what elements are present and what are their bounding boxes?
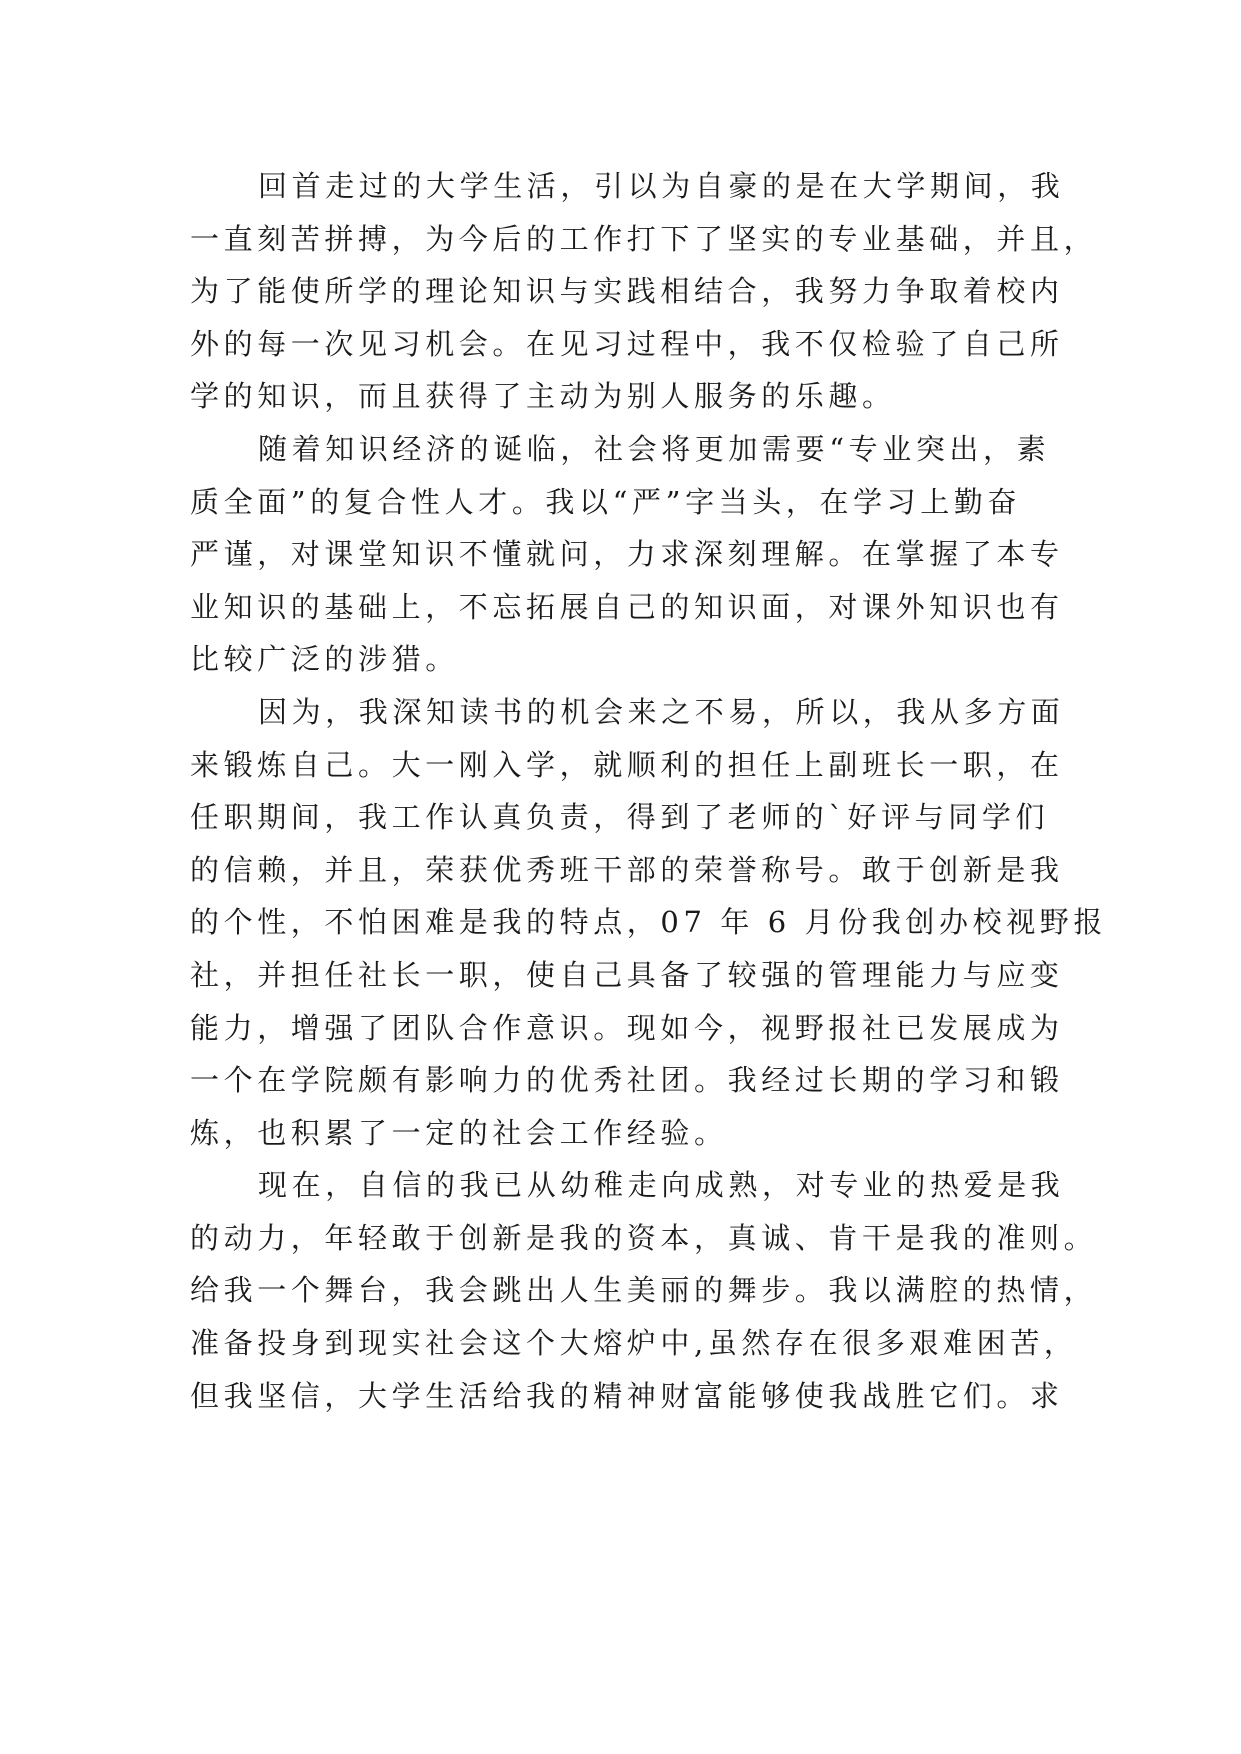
paragraph-line: 学的知识，而且获得了主动为别人服务的乐趣。	[190, 379, 896, 414]
paragraph-line: 严谨，对课堂知识不懂就问，力求深刻理解。在掌握了本专	[190, 537, 1064, 572]
paragraph-line: 但我坚信，大学生活给我的精神财富能够使我战胜它们。求	[190, 1378, 1064, 1413]
paragraph-line: 任职期间，我工作认真负责，得到了老师的`好评与同学们	[190, 800, 1050, 835]
paragraph-line: 现在，自信的我已从幼稚走向成熟，对专业的热爱是我	[258, 1168, 1065, 1203]
paragraph-line: 回首走过的大学生活，引以为自豪的是在大学期间，我	[258, 169, 1065, 203]
paragraph-line: 一个在学院颇有影响力的优秀社团。我经过长期的学习和锻	[190, 1063, 1064, 1098]
paragraph-line: 一直刻苦拼搏，为今后的工作打下了坚实的专业基础，并且，	[190, 221, 1098, 256]
paragraph-line: 准备投身到现实社会这个大熔炉中,虽然存在很多艰难困苦，	[190, 1326, 1078, 1361]
paragraph-line: 质全面”的复合性人才。我以“严”字当头，在学习上勤奋	[190, 484, 1022, 519]
paragraph-line: 炼，也积累了一定的社会工作经验。	[190, 1115, 728, 1150]
paragraph-line: 业知识的基础上，不忘拓展自己的知识面，对课外知识也有	[190, 589, 1064, 624]
paragraph-3	[190, 686, 1108, 1159]
paragraph-line: 比较广泛的涉猎。	[190, 642, 459, 677]
document-body	[190, 160, 1108, 1422]
paragraph-1	[190, 160, 1098, 423]
paragraph-line: 的信赖，并且，荣获优秀班干部的荣誉称号。敢于创新是我	[190, 852, 1064, 887]
paragraph-2	[190, 423, 1064, 686]
paragraph-line: 的个性，不怕困难是我的特点，07 年 6 月份我创办校视野报	[190, 905, 1108, 940]
paragraph-line: 为了能使所学的理论知识与实践相结合，我努力争取着校内	[190, 274, 1064, 309]
paragraph-line: 来锻炼自己。大一刚入学，就顺利的担任上副班长一职，在	[190, 747, 1064, 782]
paragraph-line: 能力，增强了团队合作意识。现如今，视野报社已发展成为	[190, 1010, 1064, 1045]
paragraph-line: 给我一个舞台，我会跳出人生美丽的舞步。我以满腔的热情，	[190, 1273, 1098, 1308]
paragraph-line: 因为，我深知读书的机会来之不易，所以，我从多方面	[258, 694, 1065, 729]
paragraph-4	[190, 1159, 1098, 1422]
paragraph-line: 外的每一次见习机会。在见习过程中，我不仅检验了自己所	[190, 326, 1064, 361]
paragraph-line: 的动力，年轻敢于创新是我的资本，真诚、肯干是我的准则。	[190, 1220, 1098, 1255]
paragraph-line: 社，并担任社长一职，使自己具备了较强的管理能力与应变	[190, 957, 1064, 992]
paragraph-line: 随着知识经济的诞临，社会将更加需要“专业突出，素	[258, 431, 1051, 466]
